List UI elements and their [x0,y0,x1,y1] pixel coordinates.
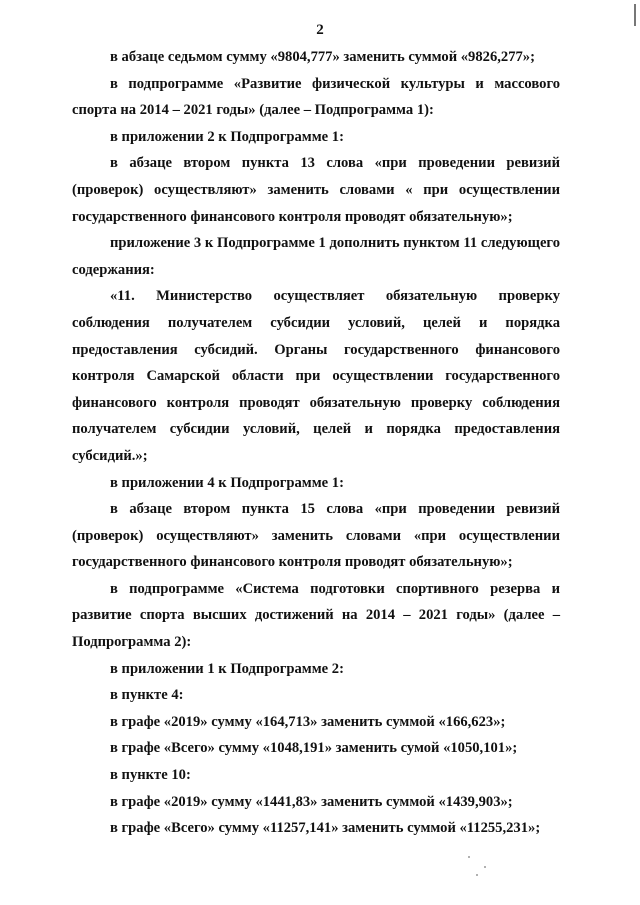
paragraph: в графе «2019» сумму «164,713» заменить суммой «166,623»; [110,713,506,730]
paragraph: в абзаце втором пункта 15 слова «при проведении ревизий (проверок) осуществляют» заменить словами «при осуществлении государственного финансового контроля проводят обязательную»; [72,501,560,571]
paragraph: в приложении 2 к Подпрограмме 1: [110,128,344,145]
paragraph: приложение 3 к Подпрограмме 1 дополнить пунктом 11 следующего содержания: [72,235,560,278]
paragraph: «11. Министерство осуществляет обязательную проверку соблюдения получателем субсидии условий, целей и порядка предоставления субсидий. Органы государственного финансового контроля Самарской области при осуществлении государственного финансового контроля проводят обязательную проверку соблюдения получателем субсидии условий, целей и порядка предоставления субсидий.»; [72,288,560,464]
scan-speck [484,866,486,868]
paragraph: в абзаце седьмом сумму «9804,777» заменить суммой «9826,277»; [110,49,535,65]
paragraph: в графе «Всего» сумму «11257,141» заменить суммой «11255,231»; [110,820,541,837]
page-number: 2 [316,22,324,38]
scan-speck [476,874,478,876]
paragraph: в приложении 4 к Подпрограмме 1: [110,474,344,491]
paragraph: в графе «Всего» сумму «1048,191» заменить сумой «1050,101»; [110,740,518,757]
paragraph: в подпрограмме «Система подготовки спортивного резерва и развитие спорта высших достижений на 2014 – 2021 годы» (далее – Подпрограмма 2): [72,580,560,651]
paragraph: в приложении 1 к Подпрограмме 2: [110,660,344,677]
paragraph: в пункте 10: [110,767,191,784]
paragraph: в пункте 4: [110,687,184,704]
paragraph: в подпрограмме «Развитие физической культуры и массового спорта на 2014 – 2021 годы» (далее – Подпрограмма 1): [72,75,560,119]
paragraph: в абзаце втором пункта 13 слова «при проведении ревизий (проверок) осуществляют» заменить словами « при осуществлении государственного финансового контроля проводят обязательную»; [72,155,560,225]
document-body [72,44,560,842]
scan-speck [468,856,470,858]
paragraph: в графе «2019» сумму «1441,83» заменить суммой «1439,903»; [110,793,513,810]
